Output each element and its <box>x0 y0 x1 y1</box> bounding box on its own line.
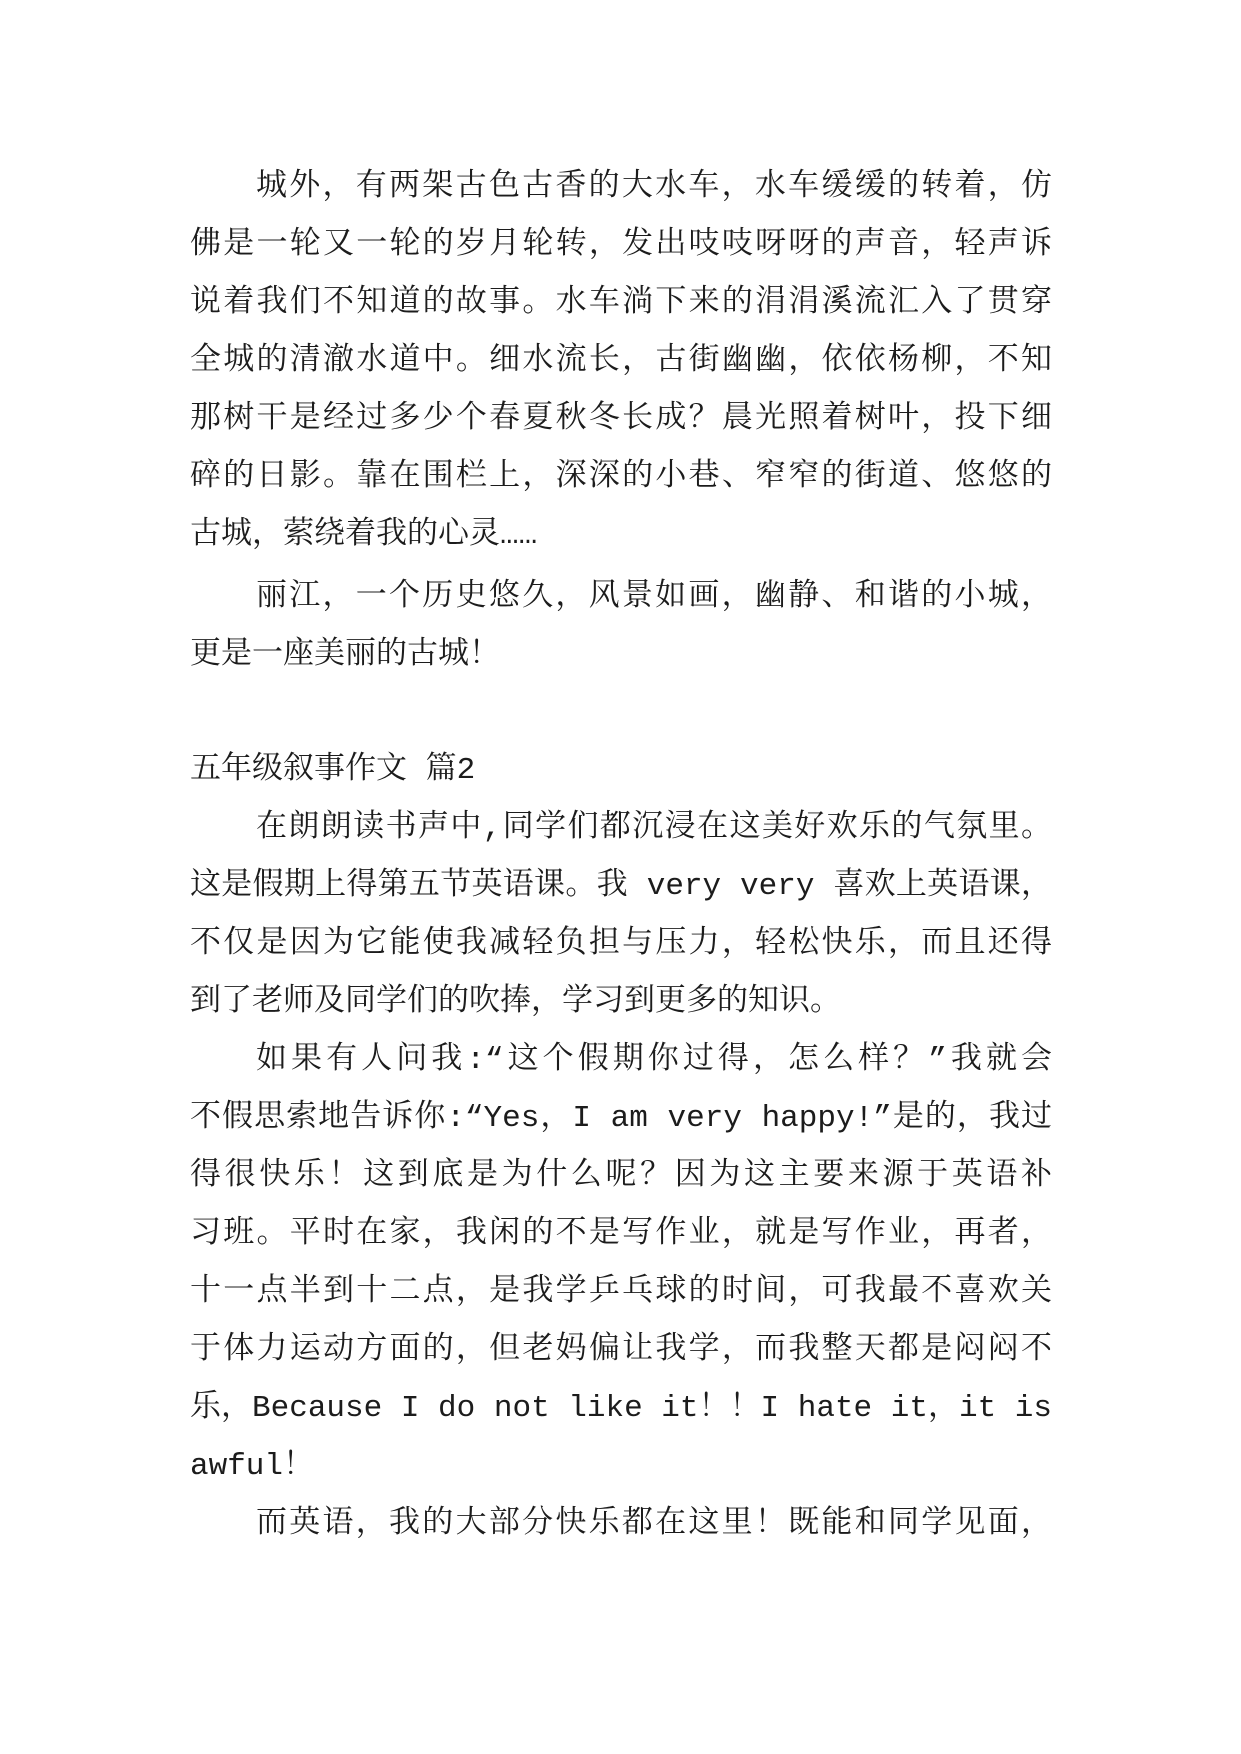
text-line: 十一点半到十二点，是我学乒乓球的时间，可我最不喜欢关 <box>190 1275 1052 1310</box>
text-line: 碎的日影。靠在围栏上，深深的小巷、窄窄的街道、悠悠的 <box>190 460 1052 495</box>
text-line: 佛是一轮又一轮的岁月轮转，发出吱吱呀呀的声音，轻声诉 <box>190 228 1052 263</box>
document-body <box>190 159 1052 1554</box>
essay-title: 五年级叙事作文 篇2 <box>190 753 476 788</box>
paragraph <box>190 800 1052 1032</box>
text-line: 到了老师及同学们的吹捧，学习到更多的知识。 <box>190 985 841 1020</box>
text-line: 那树干是经过多少个春夏秋冬长成？晨光照着树叶，投下细 <box>190 402 1052 437</box>
text-line: awful！ <box>190 1449 315 1484</box>
text-line: 得很快乐！这到底是为什么呢？因为这主要来源于英语补 <box>190 1159 1052 1194</box>
text-line: 而英语，我的大部分快乐都在这里！既能和同学见面， <box>256 1507 1052 1542</box>
text-line: 如果有人问我:“这个假期你过得，怎么样？”我就会 <box>256 1043 1052 1078</box>
text-line: 说着我们不知道的故事。水车淌下来的涓涓溪流汇入了贯穿 <box>190 286 1052 321</box>
text-line: 不假思索地告诉你:“Yes，I am very happy!”是的，我过 <box>190 1101 1052 1136</box>
text-line: 乐，Because I do not like it！！I hate it，it is <box>190 1391 1052 1426</box>
text-line: 城外，有两架古色古香的大水车，水车缓缓的转着，仿 <box>256 170 1052 205</box>
text-line: 全城的清澈水道中。细水流长，古街幽幽，依依杨柳，不知 <box>190 344 1052 379</box>
text-line: 于体力运动方面的，但老妈偏让我学，而我整天都是闷闷不 <box>190 1333 1052 1368</box>
text-line: 丽江，一个历史悠久，风景如画，幽静、和谐的小城， <box>256 580 1052 615</box>
text-line: 习班。平时在家，我闲的不是写作业，就是写作业，再者， <box>190 1217 1052 1252</box>
text-line: 不仅是因为它能使我减轻负担与压力，轻松快乐，而且还得 <box>190 927 1052 962</box>
text-line: 在朗朗读书声中,同学们都沉浸在这美好欢乐的气氛里。 <box>256 811 1052 846</box>
text-line: 这是假期上得第五节英语课。我 very very 喜欢上英语课， <box>190 869 1052 904</box>
paragraph <box>190 569 1052 685</box>
text-line: 古城，萦绕着我的心灵…… <box>190 518 538 553</box>
paragraph <box>190 159 1052 565</box>
paragraph <box>190 1496 1052 1554</box>
paragraph <box>190 1032 1052 1496</box>
text-line: 更是一座美丽的古城！ <box>190 638 500 673</box>
